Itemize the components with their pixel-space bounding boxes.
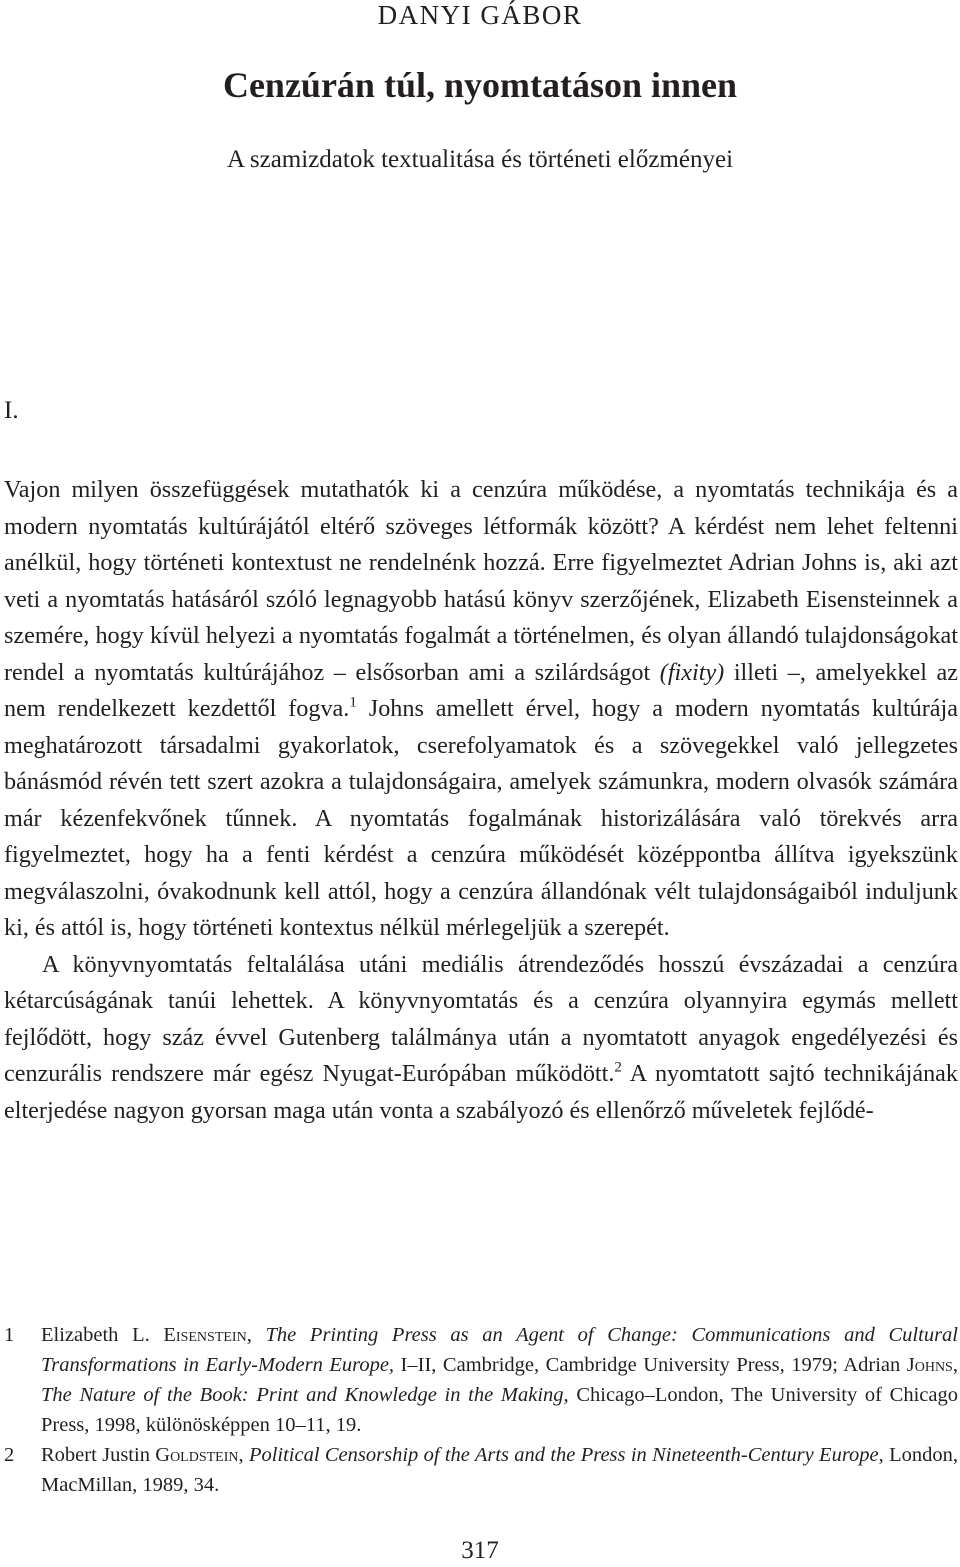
footnote-ref-1[interactable]: 1 — [349, 694, 357, 711]
footnote-book-title: The Printing Press as an Agent of Change: Communications and Cultural Transformations in Early-Modern Europe, — [41, 1324, 958, 1376]
paragraph-text: A könyvnyomtatás feltalálása utáni mediális átrendeződés hosszú évszázadai a cenzúra kétarcúságának tanúi lehettek. A könyvnyomtatás és a cenzúra olyannyira egymás mellett fejlődött, hogy száz évvel Gutenberg találmánya után a nyomtatott anyagok engedélyezési és cenzurális rendszere már egész Nyugat-Európában működött. — [4, 950, 958, 1087]
footnote-book-title: The Nature of the Book: Print and Knowledge in the Making, — [41, 1384, 569, 1406]
footnote-1 — [4, 1320, 958, 1440]
footnote-text — [41, 1440, 958, 1500]
footnote-segment: , — [952, 1354, 958, 1376]
footnote-author-surname: Johns — [906, 1354, 953, 1376]
paragraph-text: Johns amellett érvel, hogy a modern nyomtatás kultúrája meghatározott társadalmi gyakorlatok, cserefolyamatok és a szövegekkel való jellegzetes bánásmód révén tett szert azokra a tulajdonságaira, amelyek számunkra, modern olvasók számára már kézenfekvőnek tűnnek. A nyomtatás fogalmának historizálására való törekvés arra figyelmeztet, hogy ha a fenti kérdést a cenzúra működését középpontba állítva igyekszünk megválaszolni, óvakodnunk kell attól, hogy a cenzúra állandónak vélt tulajdonságaiból induljunk ki, és attól is, hogy történeti kontextus nélkül mérlegeljük a szerepét. — [4, 695, 958, 941]
footnote-2 — [4, 1440, 958, 1500]
footnote-segment: I–II, Cambridge, Cambridge University Press, 1979; Adrian — [394, 1354, 907, 1376]
paragraph-text: illeti –, amelyekkel az nem rendelkezett kezdettől fogva. — [4, 658, 958, 722]
section-heading: I. — [4, 397, 19, 424]
paragraph-1 — [4, 472, 958, 947]
paragraph-text: Vajon milyen összefüggések mutathatók ki a cenzúra működése, a nyomtatás technikája és a modern nyomtatás kultúrájától eltérő szöveges létformák között? A kérdést nem lehet feltenni anélkül, hogy történeti kontextust ne rendelnénk hozzá. Erre figyelmeztet Adrian Johns is, aki azt veti a nyomtatás hatásáról szóló legnagyobb hatású könyv szerzőjének, Elizabeth Eisensteinnek a szemére, hogy kívül helyezi a nyomtatás fogalmát a történelmen, és olyan állandó tulajdonságokat rendel a nyomtatás kultúrájához – elsősorban ami a szilárdságot — [4, 476, 958, 686]
footnote-segment: Robert Justin — [41, 1444, 156, 1466]
paragraph-2 — [4, 947, 958, 1130]
footnotes — [4, 1320, 958, 1500]
footnote-number: 2 — [4, 1444, 15, 1466]
chapter-subtitle: A szamizdatok textualitása és történeti előzményei — [226, 146, 734, 173]
footnote-number: 1 — [4, 1324, 15, 1346]
body-text — [4, 472, 958, 1129]
footnote-author-surname: Goldstein — [155, 1444, 239, 1466]
footnote-segment: , — [238, 1444, 249, 1466]
chapter-title: Cenzúrán túl, nyomtatáson innen — [222, 65, 738, 105]
footnote-book-title: Political Censorship of the Arts and the Press in Nineteenth-Century Europe, — [248, 1444, 884, 1466]
footnote-segment: , — [246, 1324, 266, 1346]
paragraph-text: A nyomtatott sajtó technikájának elterjedése nagyon gyorsan maga után vonta a szabályozó és ellenőrző műveletek fejlődé- — [4, 1060, 958, 1124]
footnote-segment: Elizabeth L. — [41, 1324, 164, 1346]
paragraph-italic-term: (fixity) — [659, 658, 725, 686]
footnote-ref-2[interactable]: 2 — [614, 1059, 622, 1076]
footnote-segment: London, MacMillan, 1989, 34. — [41, 1444, 958, 1496]
author-name: DANYI GÁBOR — [377, 0, 583, 30]
footnote-author-surname: Eisenstein — [163, 1324, 247, 1346]
footnote-text — [41, 1320, 958, 1440]
page-number: 317 — [461, 1537, 499, 1564]
footnote-segment: Chicago–London, The University of Chicago Press, 1998, különösképpen 10–11, 19. — [41, 1384, 958, 1436]
